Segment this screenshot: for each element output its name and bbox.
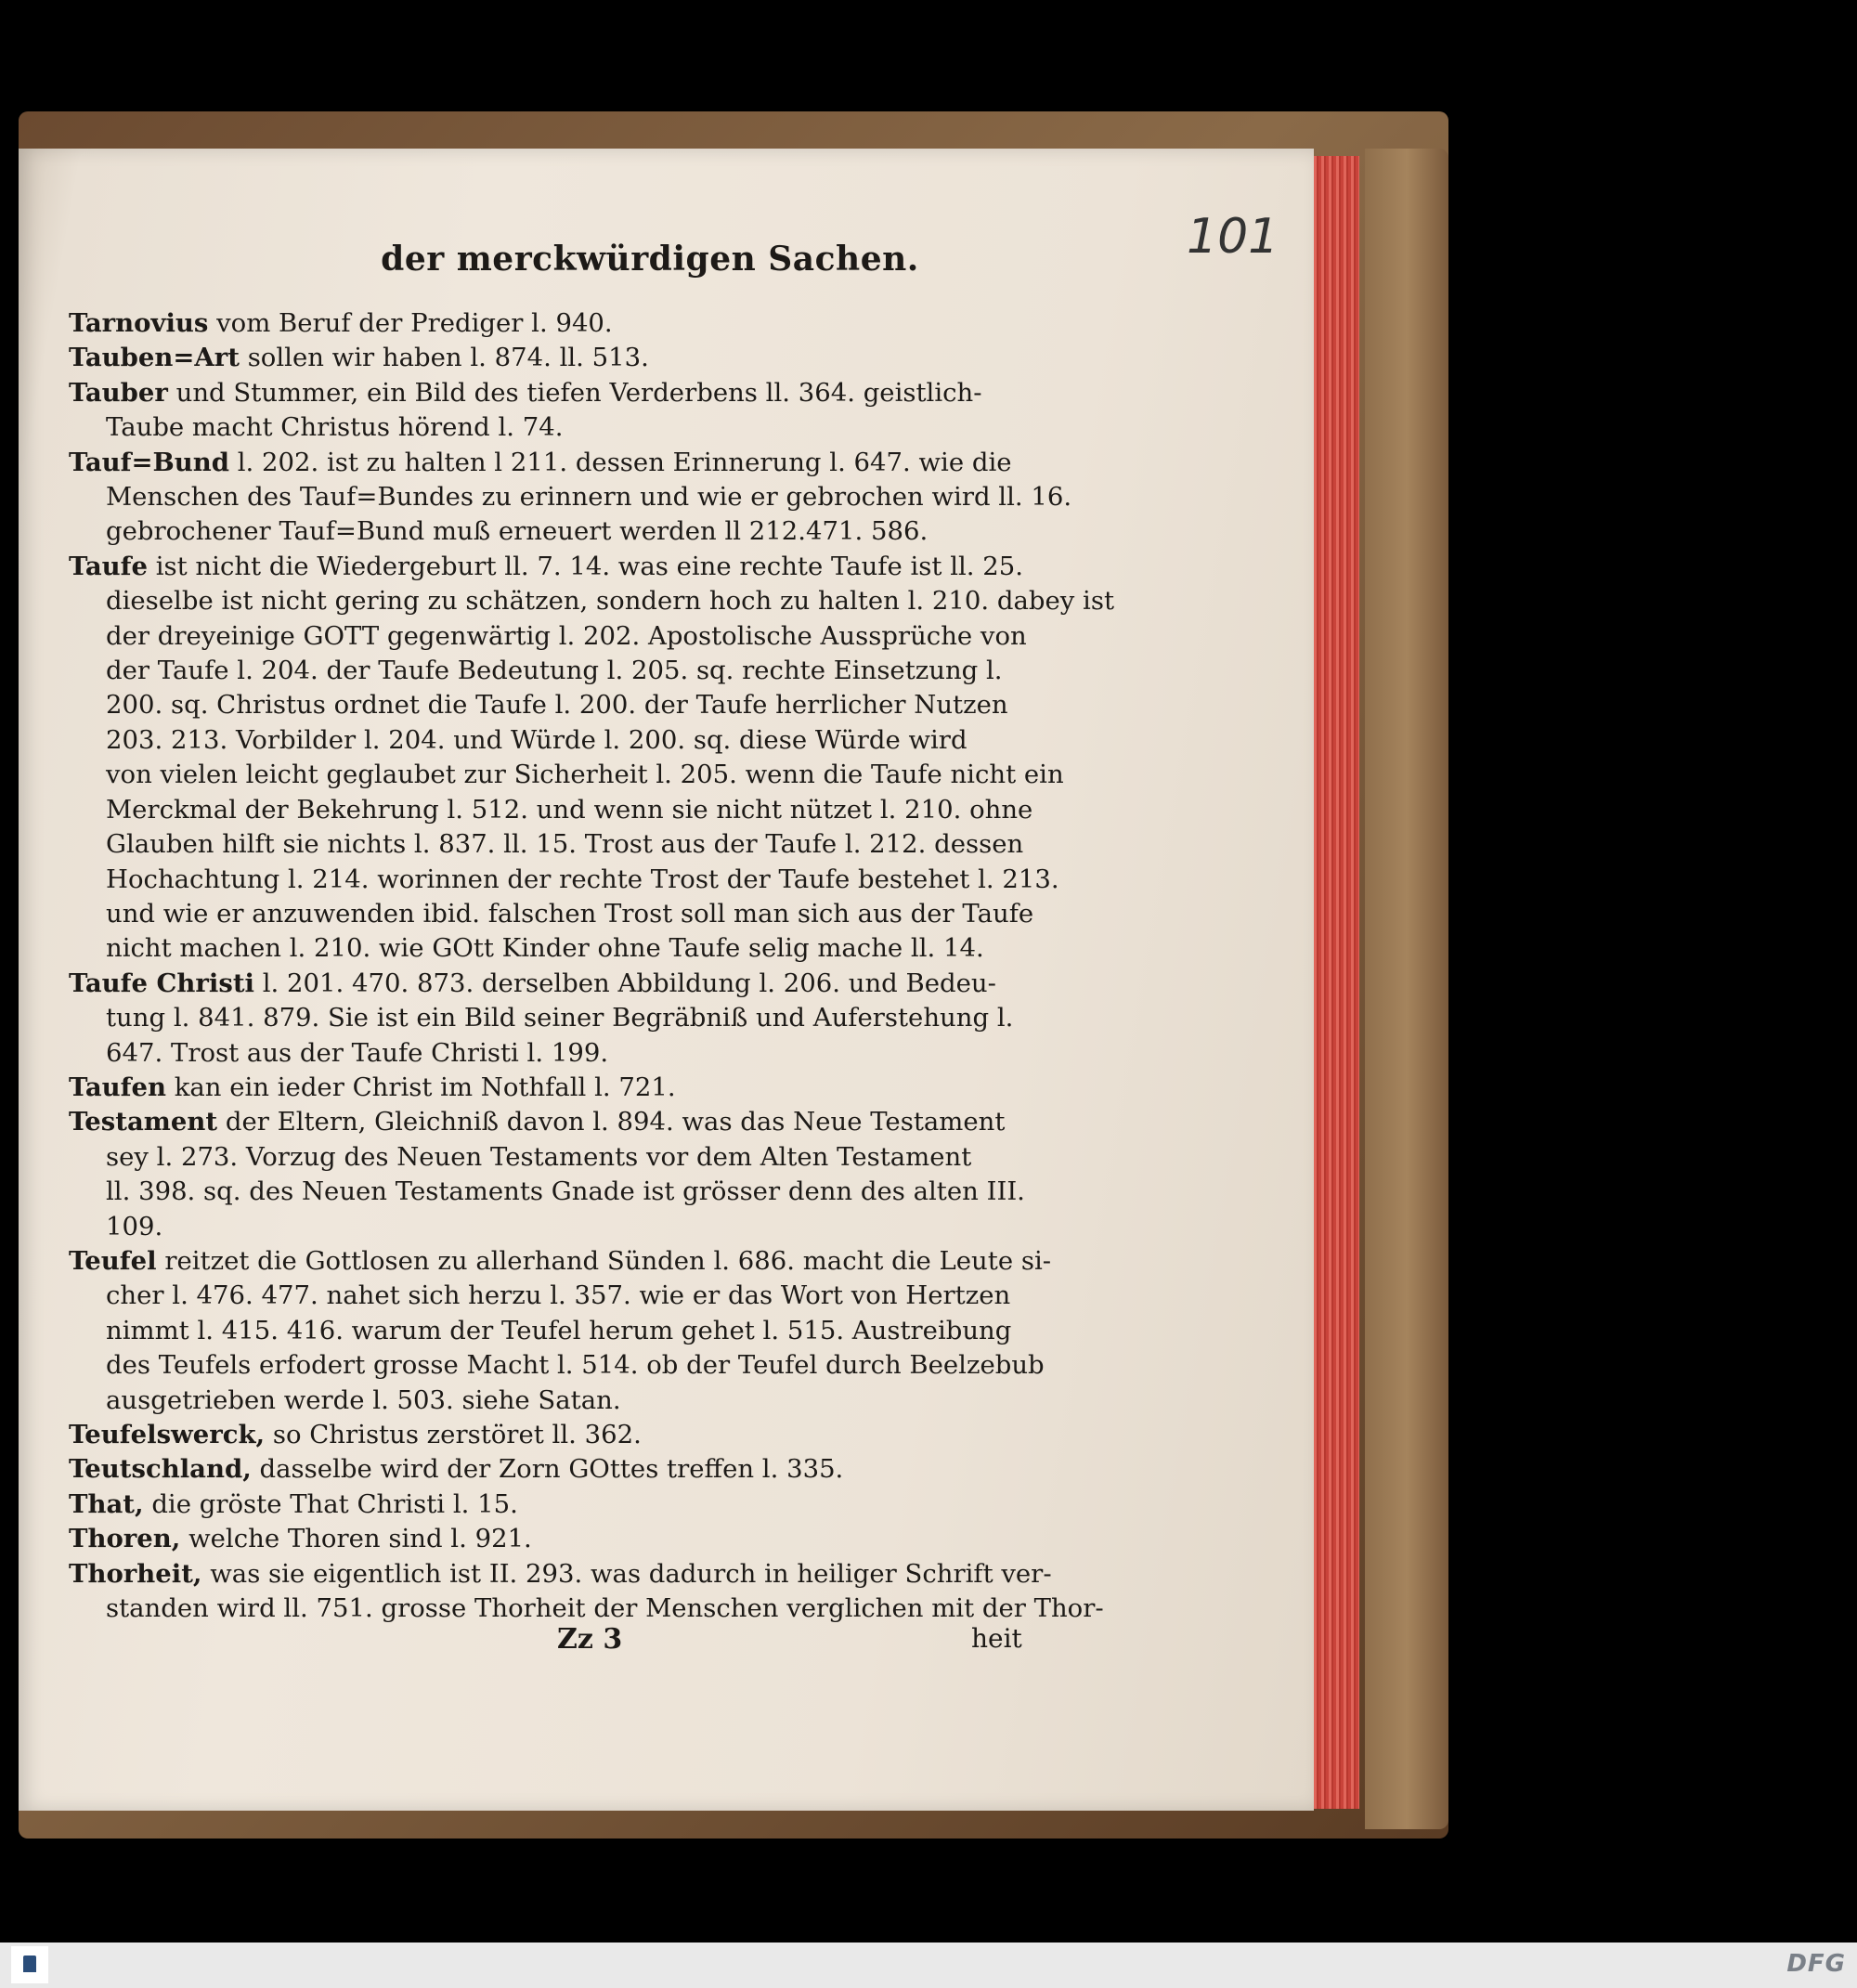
entry-line [106,1348,1045,1383]
entry-line [106,897,1034,931]
entry-line [69,550,1025,584]
page-edge-red [1309,156,1359,1809]
entry-text: die gröste That Christi l. 15. [151,1488,518,1519]
index-entry [69,1071,1025,1105]
entry-line [106,793,1033,827]
entry-line [106,1210,1025,1244]
entry-text: ll. 398. sq. des Neuen Testaments Gnade ist grösser denn des alten III. [106,1176,1025,1207]
entry-line [69,1071,1025,1105]
entry-text: und wie er anzuwenden ibid. falschen Trost soll man sich aus der Taufe [106,898,1034,929]
entry-line [69,1418,1025,1452]
entry-text: kan ein ieder Christ im Nothfall l. 721. [174,1072,676,1102]
running-head: der merckwürdigen Sachen. [381,240,919,279]
entry-line [69,1557,1052,1592]
index-entry [69,1105,1025,1244]
entry-line [106,758,1064,792]
index-entry [69,376,1025,446]
entry-line [69,446,1025,480]
entry-text: von vielen leicht geglaubet zur Sicherheit l. 205. wenn die Taufe nicht ein [106,760,1064,790]
folio-number: 101 [1187,209,1279,265]
entry-text: der Eltern, Gleichniß davon l. 894. was das Neue Testament [225,1107,1006,1137]
entry-text: sey l. 273. Vorzug des Neuen Testaments vor dem Alten Testament [106,1141,972,1172]
entry-text: cher l. 476. 477. nahet sich herzu l. 357. wie er das Wort von Hertzen [106,1280,1011,1311]
entry-headword: Thorheit, [69,1558,202,1589]
entry-line [106,1001,1025,1035]
entry-text: 200. sq. Christus ordnet die Taufe l. 200. der Taufe herrlicher Nutzen [106,690,1008,721]
entry-line [106,480,1072,514]
entry-line [69,1522,1025,1556]
entry-line [106,584,1114,618]
entry-text: so Christus zerstöret ll. 362. [272,1420,642,1449]
library-logo-icon [11,1946,48,1983]
entry-line [106,1592,1104,1626]
entry-text: nimmt l. 415. 416. warum der Teufel herum gehet l. 515. Austreibung [106,1315,1012,1345]
entry-line [106,410,1025,445]
dfg-logo: DFG [1786,1950,1846,1978]
entry-text: des Teufels erfodert grosse Macht l. 514. ob der Teufel durch Beelzebub [106,1350,1045,1381]
entry-text: standen wird ll. 751. grosse Thorheit der Menschen verglichen mit der Thor- [106,1593,1104,1624]
entry-headword: Teutschland, [69,1454,252,1485]
entry-line [69,376,1025,410]
entry-text: 109. [106,1211,163,1241]
entry-text: und Stummer, ein Bild des tiefen Verderbens ll. 364. geistlich- [175,377,982,408]
entry-line [106,654,1025,688]
entry-line [69,341,1025,375]
entry-headword: That, [69,1488,144,1519]
entry-text: ist nicht die Wiedergeburt ll. 7. 14. was eine rechte Taufe ist ll. 25. [155,551,1023,581]
index-entry [69,1488,1025,1522]
entry-line [106,1384,1025,1418]
index-entry [69,1418,1025,1452]
entry-text: sollen wir haben l. 874. ll. 513. [247,343,649,373]
entry-headword: Teufel [69,1245,157,1276]
viewer-footer [0,1943,1857,1988]
index-entry [69,1452,1025,1487]
entry-line [106,688,1025,722]
entry-headword: Taufe [69,551,148,581]
entry-text: Taube macht Christus hörend l. 74. [106,412,564,443]
entry-line [106,1175,1025,1209]
entry-text: Merckmal der Bekehrung l. 512. und wenn sie nicht nützet l. 210. ohne [106,794,1033,825]
index-entry [69,341,1025,375]
entry-text: dieselbe ist nicht gering zu schätzen, sondern hoch zu halten l. 210. dabey ist [106,586,1114,617]
entry-text: Menschen des Tauf=Bundes zu erinnern und wie er gebrochen wird ll. 16. [106,482,1072,513]
entry-line [69,967,1025,1001]
entry-line [106,931,1025,966]
entry-text: der dreyeinige GOTT gegenwärtig l. 202. Apostolische Aussprüche von [106,620,1027,651]
entry-headword: Testament [69,1107,218,1137]
entry-text: dasselbe wird der Zorn GOttes treffen l. 335. [259,1454,844,1485]
entry-headword: Tauber [69,377,168,408]
entry-line [106,514,1025,549]
entry-headword: Teufelswerck, [69,1420,266,1449]
entry-headword: Taufe Christi [69,968,254,998]
index-entries [69,306,1114,1626]
entry-text: 647. Trost aus der Taufe Christi l. 199. [106,1037,609,1068]
entry-text: der Taufe l. 204. der Taufe Bedeutung l. 205. sq. rechte Einsetzung l. [106,656,1003,686]
entry-line [106,1036,1025,1071]
index-entry [69,1522,1025,1556]
entry-line [106,619,1025,654]
book-board-edge [1365,149,1448,1829]
entry-line [106,1140,1025,1175]
entry-text: vom Beruf der Prediger l. 940. [216,308,613,338]
entry-text: reitzet die Gottlosen zu allerhand Sünden l. 686. macht die Leute si- [164,1245,1052,1276]
entry-text: l. 201. 470. 873. derselben Abbildung l. 206. und Bedeu- [262,968,996,998]
index-entry [69,550,1114,967]
entry-line [69,1452,1025,1487]
entry-text: Hochachtung l. 214. worinnen der rechte Trost der Taufe bestehet l. 213. [106,864,1059,894]
entry-line [106,723,1025,758]
entry-line [106,1279,1025,1313]
entry-text: nicht machen l. 210. wie GOtt Kinder ohne Taufe selig mache ll. 14. [106,933,984,964]
signature-mark: Zz 3 [557,1623,623,1656]
entry-headword: Taufen [69,1072,166,1102]
entry-text: ausgetrieben werde l. 503. siehe Satan. [106,1384,621,1415]
entry-text: was sie eigentlich ist II. 293. was dadurch in heiliger Schrift ver- [210,1558,1052,1589]
index-entry [69,1557,1104,1627]
entry-headword: Tauf=Bund [69,447,229,477]
entry-text: gebrochener Tauf=Bund muß erneuert werden ll 212.471. 586. [106,516,928,547]
entry-line [69,1488,1025,1522]
entry-text: welche Thoren sind l. 921. [188,1524,532,1554]
entry-line [106,863,1059,897]
entry-text: Glauben hilft sie nichts l. 837. ll. 15. Trost aus der Taufe l. 212. dessen [106,829,1024,860]
index-entry [69,446,1072,550]
index-entry [69,306,1025,341]
catchword: heit [971,1623,1022,1654]
entry-headword: Tauben=Art [69,343,240,373]
entry-text: l. 202. ist zu halten l 211. dessen Erinnerung l. 647. wie die [237,447,1012,477]
entry-text: 203. 213. Vorbilder l. 204. und Würde l. 200. sq. diese Würde wird [106,724,967,755]
index-entry [69,967,1025,1071]
entry-text: tung l. 841. 879. Sie ist ein Bild seiner Begräbniß und Auferstehung l. [106,1003,1014,1033]
entry-line [69,1244,1052,1279]
entry-headword: Tarnovius [69,308,209,338]
index-entry [69,1244,1052,1418]
entry-headword: Thoren, [69,1524,181,1554]
entry-line [106,1314,1025,1348]
entry-line [106,827,1025,862]
entry-line [69,306,1025,341]
entry-line [69,1105,1025,1139]
